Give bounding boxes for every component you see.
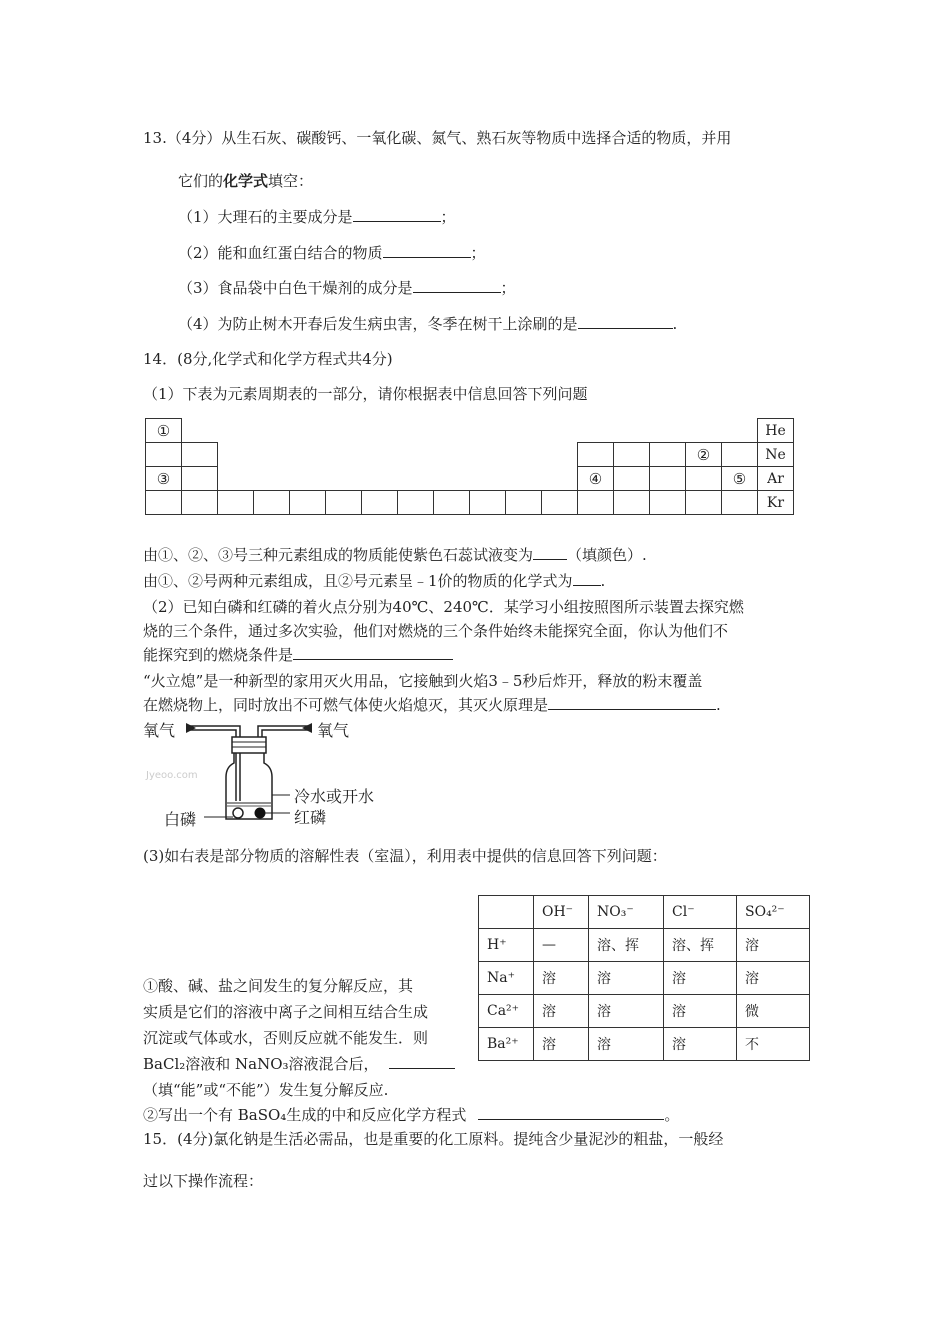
q13-title: 13.（4分）从生石灰、碳酸钙、一氧化碳、氮气、熟石灰等物质中选择合适的物质，并用 <box>143 129 732 147</box>
table-cell: 溶 <box>589 995 664 1028</box>
label-oxygen-right: 氧气 <box>317 721 350 740</box>
answer-blank[interactable] <box>578 314 673 329</box>
table-cell: 溶 <box>534 995 589 1028</box>
noble-gas-kr: Kr <box>758 491 794 515</box>
q14-part3: (3)如右表是部分物质的溶解性表（室温），利用表中提供的信息回答下列问题： <box>143 847 667 865</box>
table-cell: 溶、挥 <box>664 929 737 962</box>
q14-part2-line3 <box>143 644 453 665</box>
answer-blank[interactable] <box>293 645 453 660</box>
column-header: NO₃⁻ <box>589 896 664 929</box>
table-cell <box>479 896 534 929</box>
q13-line2-pre: 它们的 <box>178 172 224 190</box>
q14-fire-line1: “火立熄”是一种新型的家用灭火用品，它接触到火焰3﹣5秒后炸开，释放的粉末覆盖 <box>143 672 703 690</box>
label-oxygen-left: 氧气 <box>143 721 176 740</box>
table-cell: 溶 <box>589 1028 664 1061</box>
q13-semicolon: ； <box>500 279 516 297</box>
q13-period: . <box>672 315 678 333</box>
row-header: Ca²⁺ <box>479 995 534 1028</box>
q14-c2-text: ②写出一个有 BaSO₄生成的中和反应化学方程式 <box>143 1106 467 1124</box>
q13-item-3 <box>178 277 516 298</box>
q14-c1-l4-text: BaCl₂溶液和 NaNO₃溶液混合后， <box>143 1055 379 1073</box>
table-row <box>479 1028 810 1061</box>
q14-c2-end: 。 <box>664 1106 680 1124</box>
q14-s2-pre: 由①、②号两种元素组成，且②号元素呈﹣1价的物质的化学式为 <box>143 572 573 590</box>
q14-c2 <box>143 1104 679 1125</box>
q14-s1-post: （填颜色）. <box>567 546 647 564</box>
table-cell: 溶 <box>664 995 737 1028</box>
answer-blank[interactable] <box>353 207 441 222</box>
table-cell: 溶 <box>534 962 589 995</box>
q14-statement-2 <box>143 570 605 591</box>
noble-gas-ne: Ne <box>758 443 794 467</box>
q14-fire-end: . <box>716 696 721 714</box>
watermark: Jyeoo.com <box>146 770 198 781</box>
q14-part1: （1）下表为元素周期表的一部分，请你根据表中信息回答下列问题 <box>143 385 588 403</box>
table-cell: — <box>534 929 589 962</box>
element-mark-2: ② <box>686 443 722 467</box>
solubility-table <box>478 895 810 1061</box>
table-row <box>146 491 794 515</box>
label-white-phosphorus: 白磷 <box>164 810 197 829</box>
table-cell: 微 <box>737 995 810 1028</box>
label-water: 冷水或开水 <box>294 787 375 806</box>
q13-line2-post: 填空： <box>268 172 314 190</box>
answer-blank[interactable] <box>533 545 567 560</box>
q14-part2-line1: （2）已知白磷和红磷的着火点分别为40℃、240℃．某学习小组按照图所示装置去探究燃 <box>143 598 744 616</box>
answer-blank[interactable] <box>383 243 471 258</box>
answer-blank[interactable] <box>389 1054 455 1069</box>
q14-c1-line2: 实质是它们的溶液中离子之间相互结合生成 <box>143 1003 429 1021</box>
label-red-phosphorus: 红磷 <box>294 808 327 827</box>
q13-line2-bold: 化学式 <box>223 172 269 190</box>
element-mark-3: ③ <box>146 467 182 491</box>
element-mark-4: ④ <box>578 467 614 491</box>
table-cell: 不 <box>737 1028 810 1061</box>
q14-s2-post: . <box>600 572 606 590</box>
q14-part2-l3-text: 能探究到的燃烧条件是 <box>143 646 294 664</box>
column-header: OH⁻ <box>534 896 589 929</box>
q13-item-2-text: （2）能和血红蛋白结合的物质 <box>178 244 383 262</box>
answer-blank[interactable] <box>413 278 501 293</box>
table-row <box>479 995 810 1028</box>
q14-title: 14．(8分,化学式和化学方程式共4分) <box>143 350 393 368</box>
q14-part2-line2: 烧的三个条件，通过多次实验，他们对燃烧的三个条件始终未能探究全面，你认为他们不 <box>143 622 729 640</box>
q15-line2: 过以下操作流程： <box>143 1172 264 1190</box>
table-cell: 溶、挥 <box>589 929 664 962</box>
q14-c1-line1: ①酸、碱、盐之间发生的复分解反应，其 <box>143 977 414 995</box>
q15-line1: 15．(4分)氯化钠是生活必需品，也是重要的化工原料。提纯含少量泥沙的粗盐，一般经 <box>143 1130 724 1148</box>
element-mark-5: ⑤ <box>722 467 758 491</box>
combustion-apparatus-figure <box>140 715 400 830</box>
q13-item-3-text: （3）食品袋中白色干燥剂的成分是 <box>178 279 413 297</box>
column-header: Cl⁻ <box>664 896 737 929</box>
noble-gas-he: He <box>758 419 794 443</box>
table-cell: 溶 <box>737 962 810 995</box>
q14-c1-line3: 沉淀或气体或水，否则反应就不能发生．则 <box>143 1029 429 1047</box>
answer-blank[interactable] <box>548 695 716 710</box>
table-cell: 溶 <box>664 1028 737 1061</box>
table-cell: 溶 <box>664 962 737 995</box>
table-cell: 溶 <box>737 929 810 962</box>
table-cell: 溶 <box>589 962 664 995</box>
q13-item-4 <box>178 313 677 334</box>
q13-semicolon: ； <box>470 244 486 262</box>
q14-fire-l2-text: 在燃烧物上，同时放出不可燃气体使火焰熄灭，其灭火原理是 <box>143 696 549 714</box>
q13-item-4-text: （4）为防止树木开春后发生病虫害，冬季在树干上涂刷的是 <box>178 315 578 333</box>
q14-s1-pre: 由①、②、③号三种元素组成的物质能使紫色石蕊试液变为 <box>143 546 534 564</box>
answer-blank[interactable] <box>573 571 601 586</box>
row-header: Na⁺ <box>479 962 534 995</box>
q13-item-1 <box>178 206 456 227</box>
q14-fire-line2 <box>143 694 721 715</box>
q13-semicolon: ； <box>440 208 456 226</box>
table-row <box>479 896 810 929</box>
row-header: H⁺ <box>479 929 534 962</box>
q13-item-2 <box>178 242 486 263</box>
q14-c1-line4 <box>143 1053 455 1074</box>
column-header: SO₄²⁻ <box>737 896 810 929</box>
q13-item-1-text: （1）大理石的主要成分是 <box>178 208 353 226</box>
table-row <box>479 929 810 962</box>
q13-line2 <box>178 170 313 191</box>
periodic-table <box>145 418 794 515</box>
q14-c1-line5: （填“能”或“不能”）发生复分解反应. <box>143 1081 389 1099</box>
table-row <box>479 962 810 995</box>
table-row <box>146 443 794 467</box>
answer-blank[interactable] <box>478 1105 664 1120</box>
table-cell: 溶 <box>534 1028 589 1061</box>
table-row <box>146 419 794 443</box>
q14-statement-1 <box>143 544 647 565</box>
noble-gas-ar: Ar <box>758 467 794 491</box>
table-row <box>146 467 794 491</box>
element-mark-1: ① <box>146 419 182 443</box>
row-header: Ba²⁺ <box>479 1028 534 1061</box>
